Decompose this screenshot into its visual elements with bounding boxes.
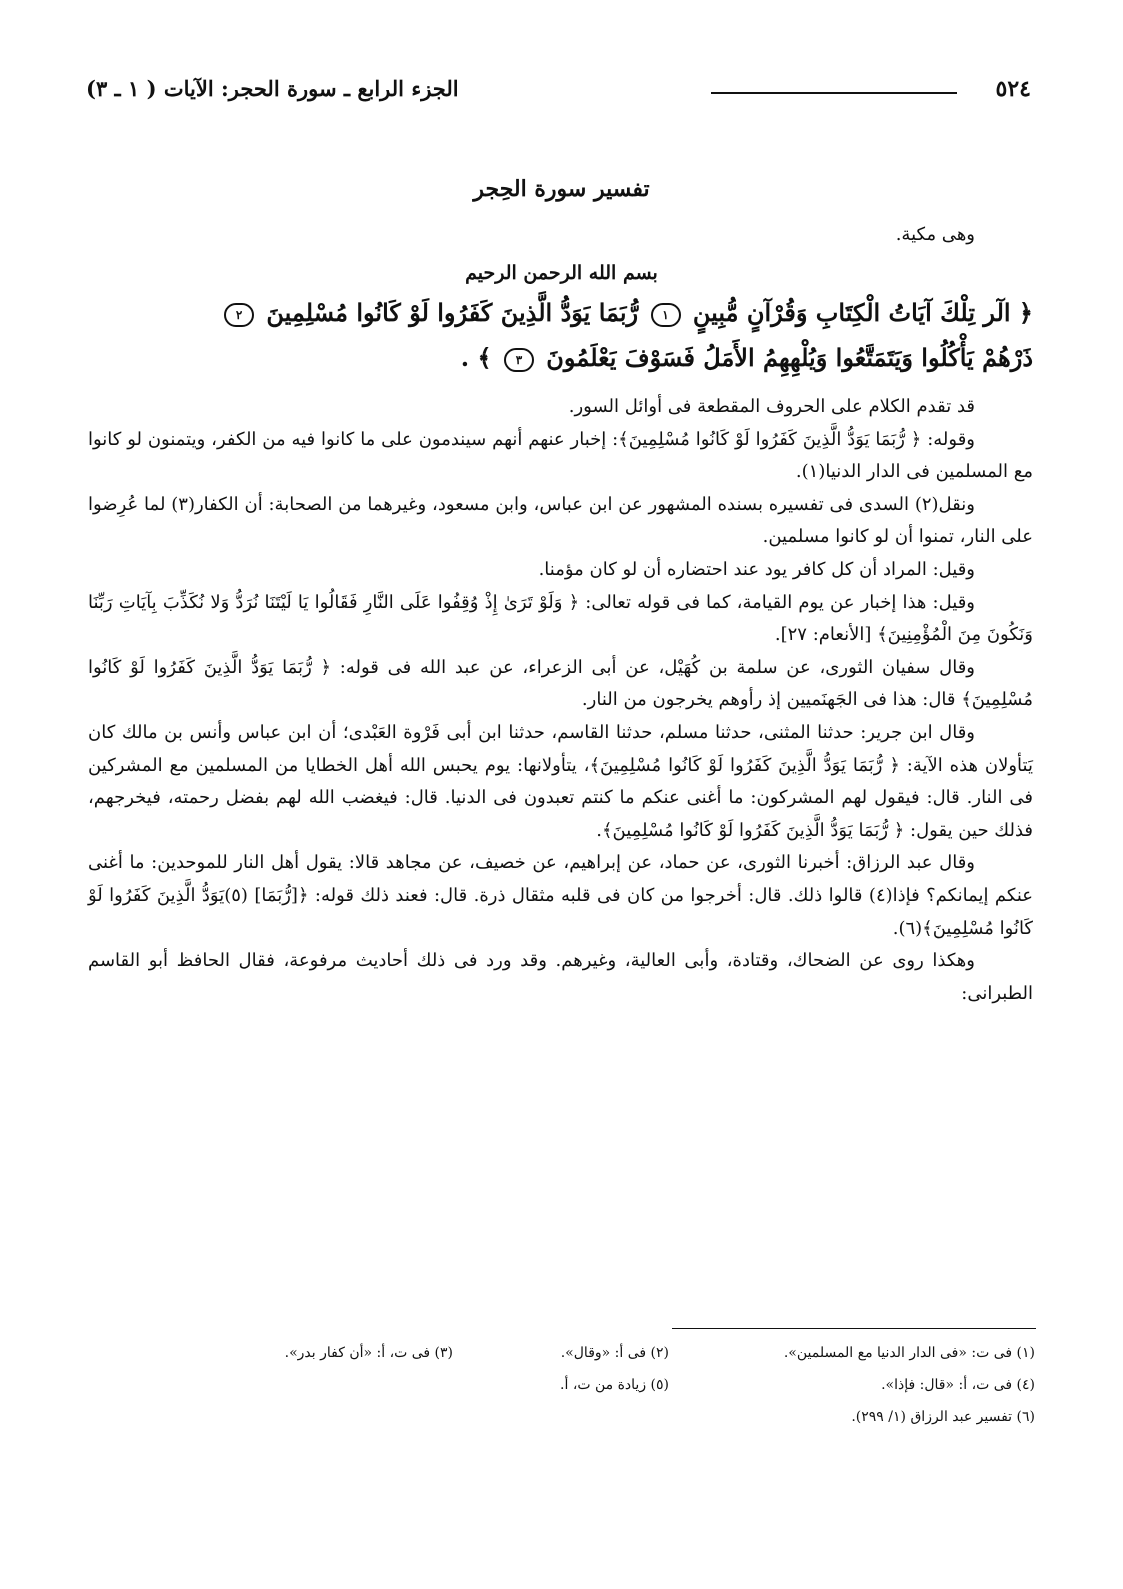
footnote-3: (٣) فى ت، أ: «أن كفار بدر». bbox=[284, 1345, 453, 1361]
verse-number-marker: ٣ bbox=[504, 348, 534, 372]
paragraph: وقوله: ﴿ رُّبَمَا يَوَدُّ الَّذِينَ كَفَرُوا لَوْ كَانُوا مُسْلِمِينَ﴾: إخبار عنهم أنهم سيندمون على ما كانوا فيه من الكفر، ويتمنون لو كانوا مع المسلمين فى الدار الدنيا(١). bbox=[88, 428, 1033, 483]
footnote-1: (١) فى ت: «فى الدار الدنيا مع المسلمين». bbox=[783, 1345, 1035, 1361]
verse-line-2 bbox=[88, 341, 1033, 375]
paragraph: وقال سفيان الثورى، عن سلمة بن كُهَيْل، عن أبى الزعراء، عن عبد الله فى قوله: ﴿ رُّبَمَا يَوَدُّ الَّذِينَ كَفَرُوا لَوْ كَانُوا مُسْلِمِينَ﴾ قال: هذا فى الجَهنَميين إذ رأوهم يخرجون من النار. bbox=[88, 656, 1033, 711]
verse-number-marker: ١ bbox=[651, 303, 681, 327]
basmala: بسم الله الرحمن الرحيم bbox=[465, 262, 658, 284]
footnote-6: (٦) تفسير عبد الرزاق (١/ ٢٩٩). bbox=[851, 1409, 1035, 1425]
paragraph: وقال ابن جرير: حدثنا المثنى، حدثنا مسلم، حدثنا القاسم، حدثنا ابن أبى فَرْوة العَبْدى؛ أن ابن عباس وأنس بن مالك كان يَتأولان هذه الآية: ﴿ رُّبَمَا يَوَدُّ الَّذِينَ كَفَرُوا لَوْ كَانُوا مُسْلِمِينَ﴾، يتأولانها: يوم يحبس الله أهل الخطايا من المسلمين مع المشركين فى النار. قال: فيقول لهم المشركون: ما أغنى عنكم ما كنتم تعبدون فى الدنيا. قال: فيغضب الله لهم بفضل رحمته، فيخرجهم، فذلك حين يقول: ﴿ رُّبَمَا يَوَدُّ الَّذِينَ كَفَرُوا لَوْ كَانُوا مُسْلِمِينَ﴾. bbox=[88, 721, 1033, 841]
verse-1-text: ﴿ الٓر تِلْكَ آيَاتُ الْكِتَابِ وَقُرْآنٍ مُّبِينٍ bbox=[692, 298, 1033, 327]
footnote-2: (٢) فى أ: «وقال». bbox=[560, 1345, 669, 1361]
commentary-body bbox=[88, 391, 1033, 1010]
footnote-5: (٥) زيادة من ت، أ. bbox=[560, 1377, 669, 1393]
paragraph: وقيل: المراد أن كل كافر يود عند احتضاره أن لو كان مؤمنا. bbox=[538, 558, 975, 580]
paragraph: وقيل: هذا إخبار عن يوم القيامة، كما فى قوله تعالى: ﴿ وَلَوْ تَرَىٰ إِذْ وُقِفُوا عَلَى النَّارِ فَقَالُوا يَا لَيْتَنَا نُرَدُّ وَلا نُكَذِّبَ بِآيَاتِ رَبِّنَا وَنَكُونَ مِنَ الْمُؤْمِنِينَ﴾ [الأنعام: ٢٧]. bbox=[88, 591, 1033, 646]
footnote-rule bbox=[672, 1328, 1036, 1329]
running-title: الجزء الرابع ـ سورة الحجر: الآيات ( ١ ـ ٣) bbox=[86, 76, 459, 101]
verse-number-marker: ٢ bbox=[224, 303, 254, 327]
paragraph: ونقل(٢) السدى فى تفسيره بسنده المشهور عن ابن عباس، وابن مسعود، وغيرهما من الصحابة: أن الكفار(٣) لما عُرِضوا على النار، تمنوا أن لو كانوا مسلمين. bbox=[88, 493, 1033, 548]
page-number: ٥٢٤ bbox=[995, 76, 1031, 102]
surah-title: تفسير سورة الحِجر bbox=[473, 176, 650, 202]
paragraph: قد تقدم الكلام على الحروف المقطعة فى أوائل السور. bbox=[568, 396, 975, 417]
running-header bbox=[86, 72, 1031, 112]
verse-close-bracket: ﴾ . bbox=[460, 343, 492, 372]
verse-3-text: ذَرْهُمْ يَأْكُلُوا وَيَتَمَتَّعُوا وَيُلْهِهِمُ الأَمَلُ فَسَوْفَ يَعْلَمُونَ bbox=[546, 343, 1033, 372]
verse-2-text: رُّبَمَا يَوَدُّ الَّذِينَ كَفَرُوا لَوْ كَانُوا مُسْلِمِينَ bbox=[266, 298, 639, 327]
paragraph: وقال عبد الرزاق: أخبرنا الثورى، عن حماد، عن إبراهيم، عن خصيف، عن مجاهد قالا: يقول أهل النار للموحدين: ما أغنى عنكم إيمانكم؟ فإذا(٤) قالوا ذلك. قال: أخرجوا من كان فى قلبه مثقال ذرة. قال: فعند ذلك قوله: ﴿[رُّبَمَا] (٥)يَوَدُّ الَّذِينَ كَفَرُوا لَوْ كَانُوا مُسْلِمِينَ﴾(٦). bbox=[88, 852, 1033, 939]
paragraph: وهكذا روى عن الضحاك، وقتادة، وأبى العالية، وغيرهم. وقد ورد فى ذلك أحاديث مرفوعة، فقال الحافظ أبو القاسم الطبرانى: bbox=[88, 950, 1033, 1004]
header-rule bbox=[711, 92, 957, 94]
footnote-4: (٤) فى ت، أ: «قال: فإذا». bbox=[881, 1377, 1035, 1393]
makkiya-note: وهى مكية. bbox=[895, 224, 975, 245]
verse-line-1 bbox=[88, 296, 1033, 330]
